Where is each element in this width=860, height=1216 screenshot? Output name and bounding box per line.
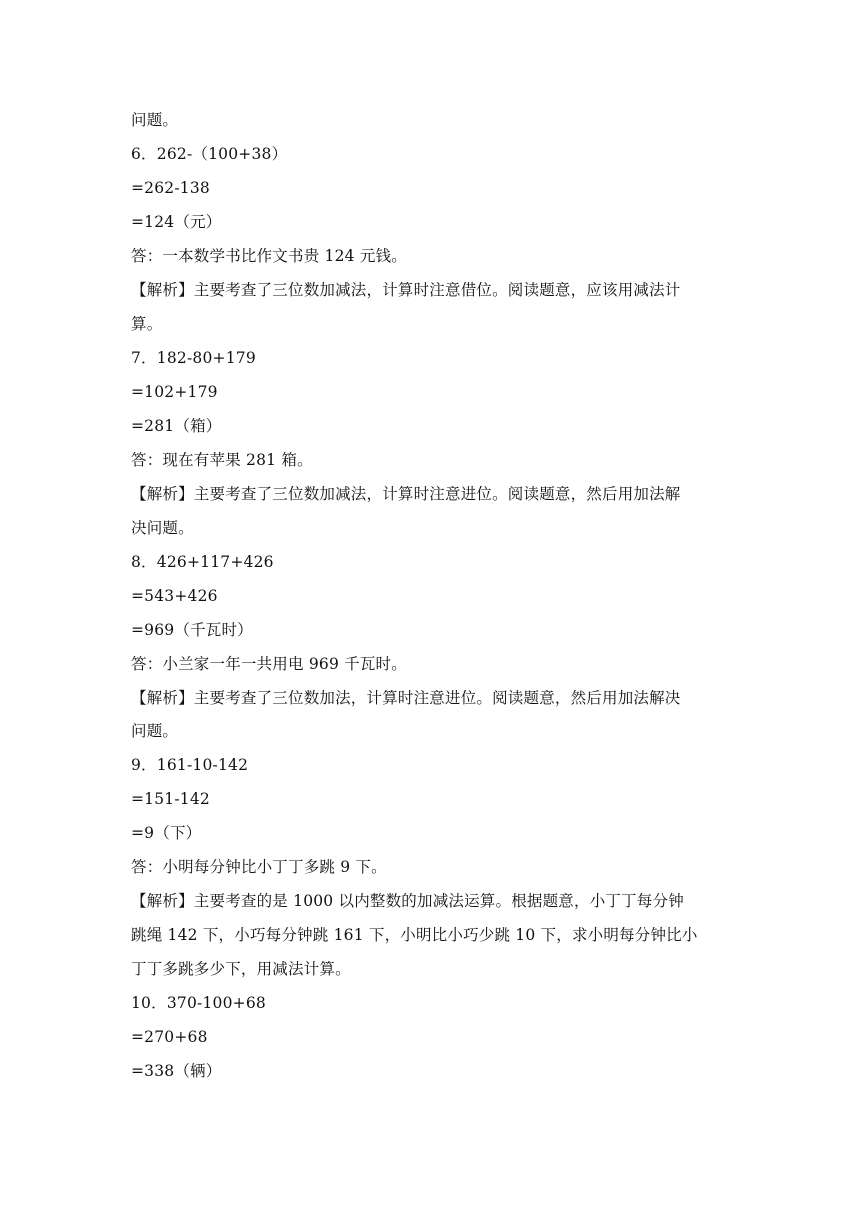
problem-6-step-1: =262-138 (131, 179, 210, 197)
text-line: 问题。 (131, 111, 179, 129)
problem-7-answer: 答：现在有苹果 281 箱。 (131, 451, 313, 469)
problem-7-step-1: =102+179 (131, 383, 218, 401)
problem-7-analysis-cont: 决问题。 (131, 519, 194, 537)
problem-10-step-2: =338（辆） (131, 1062, 222, 1080)
problem-9-answer: 答：小明每分钟比小丁丁多跳 9 下。 (131, 858, 387, 876)
problem-8-step-1: =543+426 (131, 587, 218, 605)
problem-9-expression: 9．161-10-142 (131, 756, 249, 774)
problem-9-analysis-cont-1: 跳绳 142 下，小巧每分钟跳 161 下，小明比小巧少跳 10 下，求小明每分钟比小 (131, 926, 698, 944)
problem-10-step-1: =270+68 (131, 1028, 208, 1046)
problem-9-step-1: =151-142 (131, 790, 210, 808)
problem-6-step-2: =124（元） (131, 213, 222, 231)
problem-6-answer: 答：一本数学书比作文书贵 124 元钱。 (131, 247, 407, 265)
problem-7-expression: 7．182-80+179 (131, 349, 256, 367)
problem-9-analysis: 【解析】主要考查的是 1000 以内整数的加减法运算。根据题意，小丁丁每分钟 (131, 892, 684, 910)
problem-8-answer: 答：小兰家一年一共用电 969 千瓦时。 (131, 655, 407, 673)
problem-9-step-2: =9（下） (131, 824, 202, 842)
problem-6-analysis-cont: 算。 (131, 315, 163, 333)
problem-10-expression: 10．370-100+68 (131, 994, 266, 1012)
problem-6-analysis: 【解析】主要考查了三位数加减法，计算时注意借位。阅读题意，应该用减法计 (131, 281, 681, 299)
problem-8-analysis-cont: 问题。 (131, 722, 179, 740)
problem-7-step-2: =281（箱） (131, 417, 222, 435)
problem-8-step-2: =969（千瓦时） (131, 621, 253, 639)
problem-7-analysis: 【解析】主要考查了三位数加减法，计算时注意进位。阅读题意，然后用加法解 (131, 485, 681, 503)
problem-6-expression: 6．262-（100+38） (131, 145, 288, 163)
problem-8-expression: 8．426+117+426 (131, 553, 274, 571)
problem-9-analysis-cont-2: 丁丁多跳多少下，用减法计算。 (131, 960, 351, 978)
problem-8-analysis: 【解析】主要考查了三位数加法，计算时注意进位。阅读题意，然后用加法解决 (131, 689, 681, 707)
